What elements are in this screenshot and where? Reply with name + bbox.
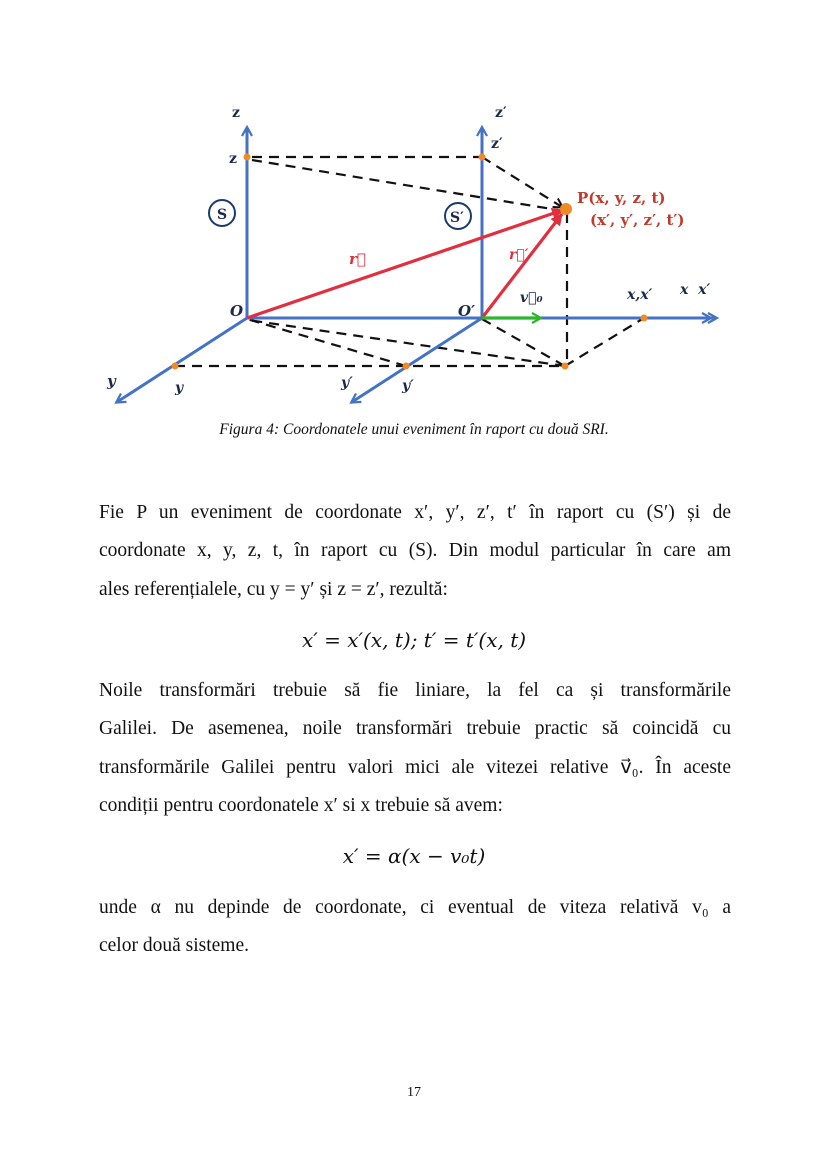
label-s: S [217, 207, 228, 223]
label-z-tick: z [229, 151, 237, 167]
reference-frames-figure [0, 0, 828, 410]
label-point-p-prime: (x′, y′, z′, t′) [590, 211, 685, 229]
label-y-axis: y [107, 372, 116, 390]
paragraph-line: Noile transformări trebuie să fie liniare, la fel ca și transformările [99, 680, 731, 701]
label-origin-o: O [230, 302, 244, 320]
label-r-prime-vector: r⃗′ [509, 247, 529, 263]
equation-1: x′ = x′(x, t); t′ = t′(x, t) [301, 628, 527, 652]
equation-2: x′ = α(x − v₀t) [342, 844, 486, 868]
page-number: 17 [407, 1085, 421, 1100]
figure-caption: Figura 4: Coordonatele unui eveniment în raport cu două SRI. [219, 421, 609, 438]
paragraph-line: ales referențialele, cu y = y′ și z = z′, rezultă: [99, 578, 448, 600]
label-y-tick: y [175, 380, 184, 396]
label-y-prime-tick: y′ [402, 378, 414, 394]
label-z-prime-axis: z′ [495, 105, 507, 121]
label-point-p: P(x, y, z, t) [577, 189, 666, 207]
r-vector [247, 210, 563, 318]
paragraph-3 [99, 889, 731, 966]
label-s-prime: S′ [450, 210, 464, 226]
paragraph-1 [99, 494, 731, 609]
paragraph-line: transformările Galilei pentru valori mici ale vitezei relative v⃗₀. În aceste [99, 756, 731, 778]
label-z-prime-tick: z′ [491, 136, 503, 152]
paragraph-line: unde α nu depinde de coordonate, ci eventual de viteza relativă v₀ a [99, 897, 731, 918]
label-x-tick: x,x′ [627, 287, 653, 303]
label-origin-o-prime: O′ [458, 302, 476, 320]
label-r-vector: r⃗ [349, 250, 366, 268]
label-v0-vector: v⃗₀ [520, 290, 543, 306]
label-x-axis: x x′ [680, 282, 711, 298]
paragraph-line: coordonate x, y, z, t, în raport cu (S). Din modul particular în care am [99, 540, 731, 562]
paragraph-line: celor două sisteme. [99, 935, 249, 957]
paragraph-line: condiții pentru coordonatele x′ si x trebuie să avem: [99, 794, 503, 816]
paragraph-line: Fie P un eveniment de coordonate x′, y′, z′, t′ în raport cu (S′) și de [99, 502, 731, 523]
paragraph-line: Galilei. De asemenea, noile transformări trebuie practic să coincidă cu [99, 718, 731, 740]
label-z-axis: z [232, 105, 240, 121]
paragraph-2 [99, 672, 731, 825]
label-y-prime-axis: y′ [341, 375, 353, 391]
